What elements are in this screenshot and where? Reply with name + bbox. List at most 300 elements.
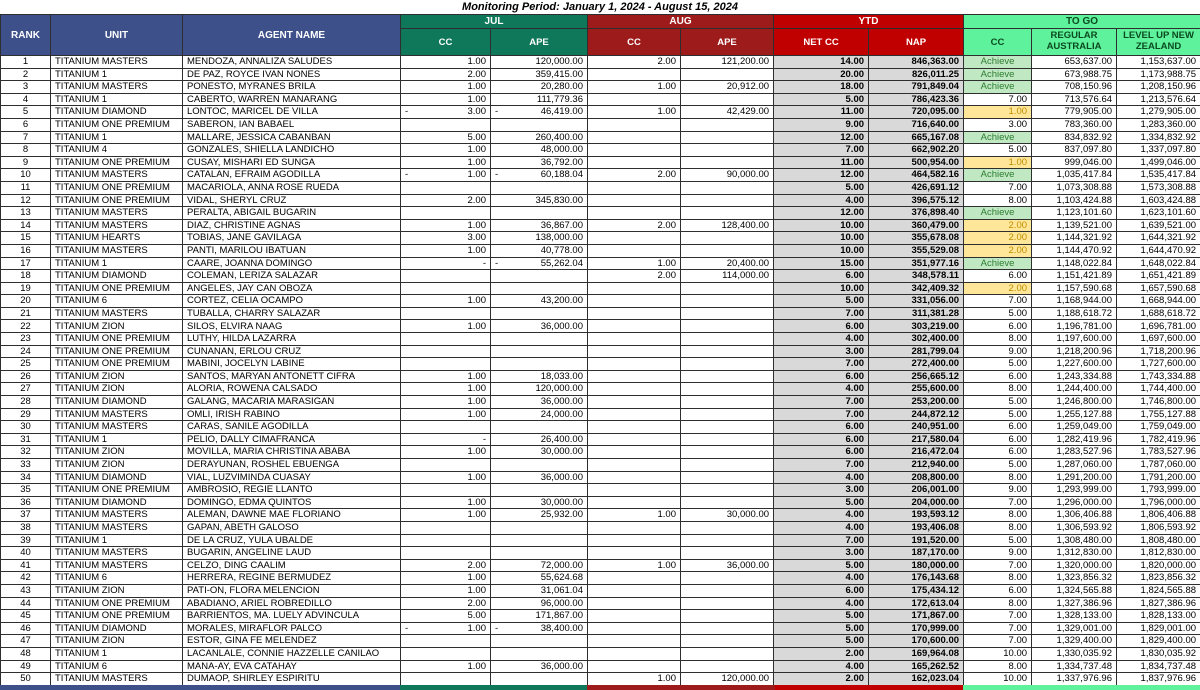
cell-rank[interactable]: 32 [1, 446, 51, 459]
cell-to-go-cc[interactable]: Achieve [964, 131, 1032, 144]
cell-rank[interactable]: 18 [1, 270, 51, 283]
cell-aug-cc[interactable] [588, 534, 681, 547]
cell-to-go-regular-australia[interactable]: 1,151,421.89 [1032, 270, 1117, 283]
cell-to-go-level-up-new-zealand[interactable]: 1,808,480.00 [1117, 534, 1200, 547]
cell-to-go-cc[interactable]: 6.00 [964, 421, 1032, 434]
cell-agent-name[interactable]: CORTEZ, CELIA OCAMPO [183, 295, 401, 308]
cell-rank[interactable]: 26 [1, 370, 51, 383]
cell-ytd-net-cc[interactable]: 2.00 [774, 647, 869, 660]
cell-ytd-net-cc[interactable]: 7.00 [774, 307, 869, 320]
cell-agent-name[interactable]: VIAL, LUZVIMINDA CUASAY [183, 471, 401, 484]
cell-ytd-nap[interactable]: 376,898.40 [869, 207, 964, 220]
cell-to-go-regular-australia[interactable]: 837,097.80 [1032, 144, 1117, 157]
cell-unit[interactable]: TITANIUM ZION [51, 383, 183, 396]
cell-ytd-net-cc[interactable]: 7.00 [774, 396, 869, 409]
cell-jul-cc[interactable] [401, 484, 491, 497]
cell-to-go-cc[interactable]: 5.00 [964, 307, 1032, 320]
cell-to-go-regular-australia[interactable]: 1,296,000.00 [1032, 496, 1117, 509]
cell-jul-ape[interactable]: 359,415.00 [491, 68, 588, 81]
cell-rank[interactable]: 21 [1, 307, 51, 320]
cell-to-go-regular-australia[interactable]: 1,306,593.92 [1032, 521, 1117, 534]
cell-agent-name[interactable]: PONESTO, MYRANES BRILA [183, 81, 401, 94]
cell-ytd-net-cc[interactable]: 12.00 [774, 131, 869, 144]
cell-agent-name[interactable]: MANA-AY, EVA CATAHAY [183, 660, 401, 673]
cell-ytd-nap[interactable]: 216,472.04 [869, 446, 964, 459]
cell-aug-cc[interactable] [588, 194, 681, 207]
cell-jul-ape[interactable]: 260,400.00 [491, 131, 588, 144]
cell-to-go-regular-australia[interactable]: 1,148,022.84 [1032, 257, 1117, 270]
cell-to-go-level-up-new-zealand[interactable]: 1,279,905.00 [1117, 106, 1200, 119]
cell-unit[interactable]: TITANIUM 6 [51, 660, 183, 673]
cell-jul-cc[interactable] [401, 521, 491, 534]
cell-unit[interactable]: TITANIUM MASTERS [51, 207, 183, 220]
cell-unit[interactable]: TITANIUM ZION [51, 446, 183, 459]
cell-to-go-level-up-new-zealand[interactable]: 1,806,593.92 [1117, 521, 1200, 534]
cell-to-go-level-up-new-zealand[interactable]: 1,573,308.88 [1117, 181, 1200, 194]
column-header-aug-ape[interactable]: APE [681, 29, 774, 56]
cell-unit[interactable]: TITANIUM MASTERS [51, 673, 183, 686]
cell-agent-name[interactable]: BUGARIN, ANGELINE LAUD [183, 547, 401, 560]
cell-jul-cc[interactable] [401, 333, 491, 346]
cell-jul-cc[interactable] [401, 673, 491, 686]
cell-rank[interactable]: 27 [1, 383, 51, 396]
cell-ytd-nap[interactable]: 172,613.04 [869, 597, 964, 610]
cell-to-go-cc[interactable]: 7.00 [964, 635, 1032, 648]
cell-ytd-net-cc[interactable]: 2.00 [774, 673, 869, 686]
cell-agent-name[interactable]: BARRIENTOS, MA. LUELY ADVINCULA [183, 610, 401, 623]
group-header-jul[interactable]: JUL [401, 15, 588, 29]
cell-jul-ape[interactable]: 36,000.00 [491, 471, 588, 484]
cell-ytd-net-cc[interactable]: 4.00 [774, 509, 869, 522]
cell-aug-ape[interactable] [681, 433, 774, 446]
cell-ytd-nap[interactable]: 426,691.12 [869, 181, 964, 194]
cell-to-go-level-up-new-zealand[interactable]: 1,499,046.00 [1117, 156, 1200, 169]
cell-unit[interactable]: TITANIUM MASTERS [51, 307, 183, 320]
cell-unit[interactable]: TITANIUM ONE PREMIUM [51, 181, 183, 194]
cell-unit[interactable]: TITANIUM MASTERS [51, 521, 183, 534]
cell-rank[interactable]: 3 [1, 81, 51, 94]
cell-rank[interactable]: 13 [1, 207, 51, 220]
cell-to-go-cc[interactable]: Achieve [964, 81, 1032, 94]
cell-unit[interactable]: TITANIUM 6 [51, 295, 183, 308]
cell-jul-ape[interactable]: 30,000.00 [491, 496, 588, 509]
cell-to-go-regular-australia[interactable]: 1,329,001.00 [1032, 622, 1117, 635]
cell-ytd-nap[interactable]: 786,423.36 [869, 93, 964, 106]
column-header-unit[interactable]: UNIT [51, 15, 183, 56]
cell-agent-name[interactable]: SANTOS, MARYAN ANTONETT CIFRA [183, 370, 401, 383]
cell-agent-name[interactable]: DUMAOP, SHIRLEY ESPIRITU [183, 673, 401, 686]
cell-agent-name[interactable]: MALLARE, JESSICA CABANBAN [183, 131, 401, 144]
cell-to-go-regular-australia[interactable]: 1,073,308.88 [1032, 181, 1117, 194]
cell-aug-ape[interactable]: 120,000.00 [681, 673, 774, 686]
cell-rank[interactable]: 45 [1, 610, 51, 623]
cell-agent-name[interactable]: AMBROSIO, REGIE LLANTO [183, 484, 401, 497]
cell-jul-ape[interactable] [491, 547, 588, 560]
cell-ytd-nap[interactable]: 342,409.32 [869, 282, 964, 295]
cell-rank[interactable]: 25 [1, 358, 51, 371]
cell-aug-ape[interactable] [681, 396, 774, 409]
cell-to-go-cc[interactable]: 8.00 [964, 509, 1032, 522]
cell-ytd-nap[interactable]: 791,849.04 [869, 81, 964, 94]
cell-unit[interactable]: TITANIUM ONE PREMIUM [51, 194, 183, 207]
cell-unit[interactable]: TITANIUM DIAMOND [51, 471, 183, 484]
cell-to-go-regular-australia[interactable]: 1,282,419.96 [1032, 433, 1117, 446]
cell-agent-name[interactable]: GALANG, MACARIA MARASIGAN [183, 396, 401, 409]
cell-ytd-nap[interactable]: 193,593.12 [869, 509, 964, 522]
cell-aug-ape[interactable] [681, 660, 774, 673]
cell-unit[interactable]: TITANIUM ONE PREMIUM [51, 610, 183, 623]
cell-to-go-regular-australia[interactable]: 1,306,406.88 [1032, 509, 1117, 522]
cell-aug-ape[interactable]: 121,200.00 [681, 56, 774, 69]
cell-aug-cc[interactable] [588, 610, 681, 623]
cell-aug-cc[interactable] [588, 320, 681, 333]
cell-ytd-nap[interactable]: 351,977.16 [869, 257, 964, 270]
cell-to-go-regular-australia[interactable]: 1,293,999.00 [1032, 484, 1117, 497]
cell-unit[interactable]: TITANIUM ONE PREMIUM [51, 118, 183, 131]
cell-aug-ape[interactable] [681, 383, 774, 396]
cell-unit[interactable]: TITANIUM 1 [51, 257, 183, 270]
cell-to-go-level-up-new-zealand[interactable]: 1,834,737.48 [1117, 660, 1200, 673]
cell-to-go-regular-australia[interactable]: 1,197,600.00 [1032, 333, 1117, 346]
cell-ytd-net-cc[interactable]: 14.00 [774, 56, 869, 69]
cell-aug-cc[interactable] [588, 572, 681, 585]
cell-ytd-nap[interactable]: 171,867.00 [869, 610, 964, 623]
cell-agent-name[interactable]: HERRERA, REGINE BERMUDEZ [183, 572, 401, 585]
cell-to-go-cc[interactable]: 7.00 [964, 610, 1032, 623]
cell-ytd-net-cc[interactable]: 9.00 [774, 118, 869, 131]
cell-jul-ape[interactable]: 120,000.00 [491, 383, 588, 396]
cell-jul-ape[interactable]: 30,000.00 [491, 446, 588, 459]
cell-jul-ape[interactable]: 40,778.00 [491, 244, 588, 257]
cell-aug-ape[interactable] [681, 547, 774, 560]
cell-to-go-regular-australia[interactable]: 713,576.64 [1032, 93, 1117, 106]
cell-jul-cc[interactable]: 2.00 [401, 68, 491, 81]
column-header-level-up-new-zealand[interactable]: LEVEL UP NEW ZEALAND [1117, 29, 1200, 56]
cell-to-go-cc[interactable]: 6.00 [964, 370, 1032, 383]
cell-jul-ape[interactable] [491, 635, 588, 648]
group-header-to-go[interactable]: TO GO [964, 15, 1200, 29]
cell-to-go-cc[interactable]: 8.00 [964, 597, 1032, 610]
cell-jul-ape[interactable] [491, 207, 588, 220]
cell-ytd-nap[interactable]: 846,363.00 [869, 56, 964, 69]
cell-jul-cc[interactable] [401, 358, 491, 371]
cell-to-go-regular-australia[interactable]: 999,046.00 [1032, 156, 1117, 169]
cell-jul-ape[interactable]: 55,624.68 [491, 572, 588, 585]
cell-rank[interactable]: 44 [1, 597, 51, 610]
cell-to-go-level-up-new-zealand[interactable]: 1,535,417.84 [1117, 169, 1200, 182]
cell-ytd-net-cc[interactable]: 6.00 [774, 433, 869, 446]
cell-to-go-cc[interactable]: 7.00 [964, 93, 1032, 106]
cell-jul-cc[interactable]: 1.00 [401, 244, 491, 257]
cell-ytd-net-cc[interactable]: 18.00 [774, 81, 869, 94]
cell-jul-cc[interactable]: 5.00 [401, 610, 491, 623]
cell-to-go-cc[interactable]: 2.00 [964, 232, 1032, 245]
cell-ytd-nap[interactable]: 311,381.28 [869, 307, 964, 320]
cell-aug-cc[interactable] [588, 244, 681, 257]
cell-jul-ape[interactable]: 36,867.00 [491, 219, 588, 232]
cell-unit[interactable]: TITANIUM ONE PREMIUM [51, 484, 183, 497]
cell-jul-cc[interactable]: 1.00 [401, 295, 491, 308]
cell-aug-ape[interactable]: 20,400.00 [681, 257, 774, 270]
cell-jul-ape[interactable]: 345,830.00 [491, 194, 588, 207]
cell-unit[interactable]: TITANIUM 1 [51, 68, 183, 81]
cell-to-go-regular-australia[interactable]: 1,103,424.88 [1032, 194, 1117, 207]
cell-jul-ape[interactable] [491, 181, 588, 194]
cell-ytd-net-cc[interactable]: 10.00 [774, 282, 869, 295]
cell-aug-ape[interactable]: 30,000.00 [681, 509, 774, 522]
cell-aug-ape[interactable] [681, 295, 774, 308]
cell-ytd-net-cc[interactable]: 5.00 [774, 610, 869, 623]
cell-ytd-nap[interactable]: 170,999.00 [869, 622, 964, 635]
cell-to-go-regular-australia[interactable]: 673,988.75 [1032, 68, 1117, 81]
cell-jul-ape[interactable] [491, 521, 588, 534]
cell-to-go-level-up-new-zealand[interactable]: 1,334,832.92 [1117, 131, 1200, 144]
cell-agent-name[interactable]: SABERON, IAN BABAEL [183, 118, 401, 131]
cell-to-go-regular-australia[interactable]: 1,188,618.72 [1032, 307, 1117, 320]
cell-to-go-regular-australia[interactable]: 653,637.00 [1032, 56, 1117, 69]
cell-jul-cc[interactable] [401, 307, 491, 320]
cell-jul-cc[interactable]: 1.00 [401, 509, 491, 522]
cell-to-go-level-up-new-zealand[interactable]: 1,755,127.88 [1117, 408, 1200, 421]
cell-ytd-nap[interactable]: 360,479.00 [869, 219, 964, 232]
cell-unit[interactable]: TITANIUM ONE PREMIUM [51, 358, 183, 371]
cell-rank[interactable]: 22 [1, 320, 51, 333]
cell-rank[interactable]: 15 [1, 232, 51, 245]
cell-ytd-net-cc[interactable]: 4.00 [774, 660, 869, 673]
group-header-ytd[interactable]: YTD [774, 15, 964, 29]
cell-ytd-net-cc[interactable]: 20.00 [774, 68, 869, 81]
cell-aug-cc[interactable] [588, 156, 681, 169]
cell-ytd-nap[interactable]: 187,170.00 [869, 547, 964, 560]
cell-aug-ape[interactable] [681, 584, 774, 597]
cell-aug-cc[interactable] [588, 358, 681, 371]
cell-jul-ape[interactable]: 36,000.00 [491, 396, 588, 409]
cell-unit[interactable]: TITANIUM ONE PREMIUM [51, 597, 183, 610]
column-header-net-cc[interactable]: NET CC [774, 29, 869, 56]
cell-agent-name[interactable]: COLEMAN, LERIZA SALAZAR [183, 270, 401, 283]
cell-agent-name[interactable]: PANTI, MARILOU IBATUAN [183, 244, 401, 257]
cell-to-go-cc[interactable]: 3.00 [964, 118, 1032, 131]
cell-agent-name[interactable]: OMLI, IRISH RABINO [183, 408, 401, 421]
cell-to-go-regular-australia[interactable]: 1,291,200.00 [1032, 471, 1117, 484]
cell-agent-name[interactable]: TUBALLA, CHARRY SALAZAR [183, 307, 401, 320]
cell-aug-ape[interactable] [681, 194, 774, 207]
cell-to-go-cc[interactable]: 7.00 [964, 181, 1032, 194]
cell-to-go-level-up-new-zealand[interactable]: 1,644,470.92 [1117, 244, 1200, 257]
cell-to-go-level-up-new-zealand[interactable]: 1,644,321.92 [1117, 232, 1200, 245]
cell-ytd-nap[interactable]: 716,640.00 [869, 118, 964, 131]
cell-rank[interactable]: 8 [1, 144, 51, 157]
cell-ytd-nap[interactable]: 303,219.00 [869, 320, 964, 333]
cell-ytd-net-cc[interactable]: 10.00 [774, 232, 869, 245]
cell-to-go-level-up-new-zealand[interactable]: 1,623,101.60 [1117, 207, 1200, 220]
cell-ytd-nap[interactable]: 180,000.00 [869, 559, 964, 572]
cell-rank[interactable]: 41 [1, 559, 51, 572]
cell-jul-ape[interactable]: 18,033.00 [491, 370, 588, 383]
cell-unit[interactable]: TITANIUM ZION [51, 584, 183, 597]
cell-jul-ape[interactable]: 20,280.00 [491, 81, 588, 94]
cell-rank[interactable]: 4 [1, 93, 51, 106]
cell-ytd-nap[interactable]: 464,582.16 [869, 169, 964, 182]
cell-ytd-net-cc[interactable]: 5.00 [774, 559, 869, 572]
cell-to-go-level-up-new-zealand[interactable]: 1,830,035.92 [1117, 647, 1200, 660]
cell-aug-cc[interactable] [588, 547, 681, 560]
column-header-jul-ape[interactable]: APE [491, 29, 588, 56]
cell-jul-cc[interactable] [401, 345, 491, 358]
cell-ytd-nap[interactable]: 272,400.00 [869, 358, 964, 371]
cell-jul-cc[interactable]: 1.00 [401, 144, 491, 157]
cell-agent-name[interactable]: MACARIOLA, ANNA ROSE RUEDA [183, 181, 401, 194]
cell-unit[interactable]: TITANIUM ONE PREMIUM [51, 282, 183, 295]
cell-aug-ape[interactable] [681, 421, 774, 434]
cell-aug-ape[interactable]: 90,000.00 [681, 169, 774, 182]
cell-aug-ape[interactable] [681, 282, 774, 295]
column-header-jul-cc[interactable]: CC [401, 29, 491, 56]
cell-jul-cc[interactable]: 1.00 [401, 219, 491, 232]
cell-aug-cc[interactable] [588, 295, 681, 308]
cell-ytd-net-cc[interactable]: 15.00 [774, 257, 869, 270]
cell-agent-name[interactable]: SILOS, ELVIRA NAAG [183, 320, 401, 333]
cell-rank[interactable]: 48 [1, 647, 51, 660]
cell-ytd-net-cc[interactable]: 7.00 [774, 534, 869, 547]
cell-rank[interactable]: 10 [1, 169, 51, 182]
cell-jul-cc[interactable]: - 1.00 [401, 169, 491, 182]
cell-to-go-regular-australia[interactable]: 1,312,830.00 [1032, 547, 1117, 560]
cell-to-go-cc[interactable]: 2.00 [964, 282, 1032, 295]
cell-to-go-cc[interactable]: 2.00 [964, 244, 1032, 257]
cell-agent-name[interactable]: CAARE, JOANNA DOMINGO [183, 257, 401, 270]
cell-aug-cc[interactable] [588, 144, 681, 157]
cell-jul-cc[interactable]: 1.00 [401, 156, 491, 169]
cell-jul-cc[interactable]: 1.00 [401, 408, 491, 421]
cell-aug-ape[interactable] [681, 622, 774, 635]
cell-aug-cc[interactable] [588, 207, 681, 220]
cell-rank[interactable]: 34 [1, 471, 51, 484]
cell-to-go-level-up-new-zealand[interactable]: 1,743,334.88 [1117, 370, 1200, 383]
cell-ytd-net-cc[interactable]: 4.00 [774, 521, 869, 534]
cell-jul-cc[interactable] [401, 282, 491, 295]
cell-to-go-cc[interactable]: 9.00 [964, 345, 1032, 358]
cell-aug-cc[interactable] [588, 446, 681, 459]
cell-rank[interactable]: 49 [1, 660, 51, 673]
cell-unit[interactable]: TITANIUM MASTERS [51, 244, 183, 257]
cell-unit[interactable]: TITANIUM HEARTS [51, 232, 183, 245]
cell-to-go-cc[interactable]: 5.00 [964, 396, 1032, 409]
column-header-nap[interactable]: NAP [869, 29, 964, 56]
cell-aug-cc[interactable] [588, 471, 681, 484]
cell-to-go-level-up-new-zealand[interactable]: 1,603,424.88 [1117, 194, 1200, 207]
cell-jul-cc[interactable] [401, 534, 491, 547]
cell-rank[interactable]: 36 [1, 496, 51, 509]
cell-jul-cc[interactable]: - 1.00 [401, 622, 491, 635]
cell-aug-cc[interactable] [588, 181, 681, 194]
cell-ytd-net-cc[interactable]: 6.00 [774, 370, 869, 383]
cell-ytd-net-cc[interactable]: 4.00 [774, 383, 869, 396]
cell-agent-name[interactable]: CATALAN, EFRAIM AGODILLA [183, 169, 401, 182]
cell-aug-ape[interactable] [681, 156, 774, 169]
cell-aug-ape[interactable]: 114,000.00 [681, 270, 774, 283]
cell-aug-cc[interactable] [588, 597, 681, 610]
cell-to-go-level-up-new-zealand[interactable]: 1,824,565.88 [1117, 584, 1200, 597]
cell-ytd-net-cc[interactable]: 5.00 [774, 496, 869, 509]
cell-to-go-level-up-new-zealand[interactable]: 1,796,000.00 [1117, 496, 1200, 509]
cell-to-go-regular-australia[interactable]: 1,144,470.92 [1032, 244, 1117, 257]
cell-aug-cc[interactable] [588, 118, 681, 131]
cell-jul-cc[interactable]: 3.00 [401, 232, 491, 245]
cell-rank[interactable]: 20 [1, 295, 51, 308]
cell-to-go-cc[interactable]: 2.00 [964, 219, 1032, 232]
cell-to-go-regular-australia[interactable]: 1,283,527.96 [1032, 446, 1117, 459]
cell-aug-ape[interactable] [681, 307, 774, 320]
cell-unit[interactable]: TITANIUM ZION [51, 320, 183, 333]
cell-aug-cc[interactable]: 2.00 [588, 270, 681, 283]
cell-to-go-cc[interactable]: Achieve [964, 169, 1032, 182]
cell-aug-ape[interactable]: 42,429.00 [681, 106, 774, 119]
cell-to-go-level-up-new-zealand[interactable]: 1,812,830.00 [1117, 547, 1200, 560]
cell-jul-ape[interactable]: - 60,188.04 [491, 169, 588, 182]
cell-to-go-level-up-new-zealand[interactable]: 1,648,022.84 [1117, 257, 1200, 270]
cell-agent-name[interactable]: DE PAZ, ROYCE IVAN NONES [183, 68, 401, 81]
cell-ytd-nap[interactable]: 204,000.00 [869, 496, 964, 509]
cell-aug-ape[interactable] [681, 635, 774, 648]
cell-aug-ape[interactable] [681, 131, 774, 144]
cell-aug-ape[interactable] [681, 484, 774, 497]
cell-ytd-nap[interactable]: 217,580.04 [869, 433, 964, 446]
cell-aug-cc[interactable] [588, 584, 681, 597]
cell-jul-ape[interactable] [491, 282, 588, 295]
cell-aug-cc[interactable] [588, 484, 681, 497]
cell-to-go-cc[interactable]: Achieve [964, 56, 1032, 69]
cell-aug-cc[interactable] [588, 396, 681, 409]
cell-rank[interactable]: 31 [1, 433, 51, 446]
cell-ytd-nap[interactable]: 169,964.08 [869, 647, 964, 660]
column-header-regular-australia[interactable]: REGULAR AUSTRALIA [1032, 29, 1117, 56]
cell-aug-ape[interactable] [681, 370, 774, 383]
cell-to-go-cc[interactable]: Achieve [964, 207, 1032, 220]
cell-rank[interactable]: 9 [1, 156, 51, 169]
cell-jul-cc[interactable] [401, 181, 491, 194]
cell-ytd-net-cc[interactable]: 6.00 [774, 320, 869, 333]
cell-unit[interactable]: TITANIUM ONE PREMIUM [51, 345, 183, 358]
cell-to-go-cc[interactable]: 6.00 [964, 320, 1032, 333]
cell-agent-name[interactable]: MORALES, MIRAFLOR PALCO [183, 622, 401, 635]
cell-aug-cc[interactable] [588, 622, 681, 635]
cell-jul-ape[interactable]: 43,200.00 [491, 295, 588, 308]
cell-to-go-cc[interactable]: 8.00 [964, 660, 1032, 673]
cell-to-go-regular-australia[interactable]: 1,255,127.88 [1032, 408, 1117, 421]
cell-to-go-cc[interactable]: 7.00 [964, 496, 1032, 509]
cell-aug-ape[interactable]: 128,400.00 [681, 219, 774, 232]
cell-to-go-cc[interactable]: 5.00 [964, 358, 1032, 371]
cell-rank[interactable]: 14 [1, 219, 51, 232]
cell-jul-cc[interactable]: - 3.00 [401, 106, 491, 119]
cell-unit[interactable]: TITANIUM MASTERS [51, 421, 183, 434]
cell-aug-cc[interactable] [588, 635, 681, 648]
cell-jul-ape[interactable]: 96,000.00 [491, 597, 588, 610]
cell-agent-name[interactable]: ESTOR, GINA FE MELENDEZ [183, 635, 401, 648]
cell-to-go-cc[interactable]: 6.00 [964, 584, 1032, 597]
cell-ytd-nap[interactable]: 165,262.52 [869, 660, 964, 673]
cell-to-go-cc[interactable]: 5.00 [964, 459, 1032, 472]
cell-jul-ape[interactable] [491, 270, 588, 283]
cell-aug-cc[interactable]: 1.00 [588, 257, 681, 270]
cell-ytd-net-cc[interactable]: 5.00 [774, 93, 869, 106]
cell-to-go-cc[interactable]: 5.00 [964, 534, 1032, 547]
cell-ytd-nap[interactable]: 255,600.00 [869, 383, 964, 396]
cell-aug-ape[interactable] [681, 572, 774, 585]
cell-rank[interactable]: 42 [1, 572, 51, 585]
cell-aug-cc[interactable] [588, 333, 681, 346]
